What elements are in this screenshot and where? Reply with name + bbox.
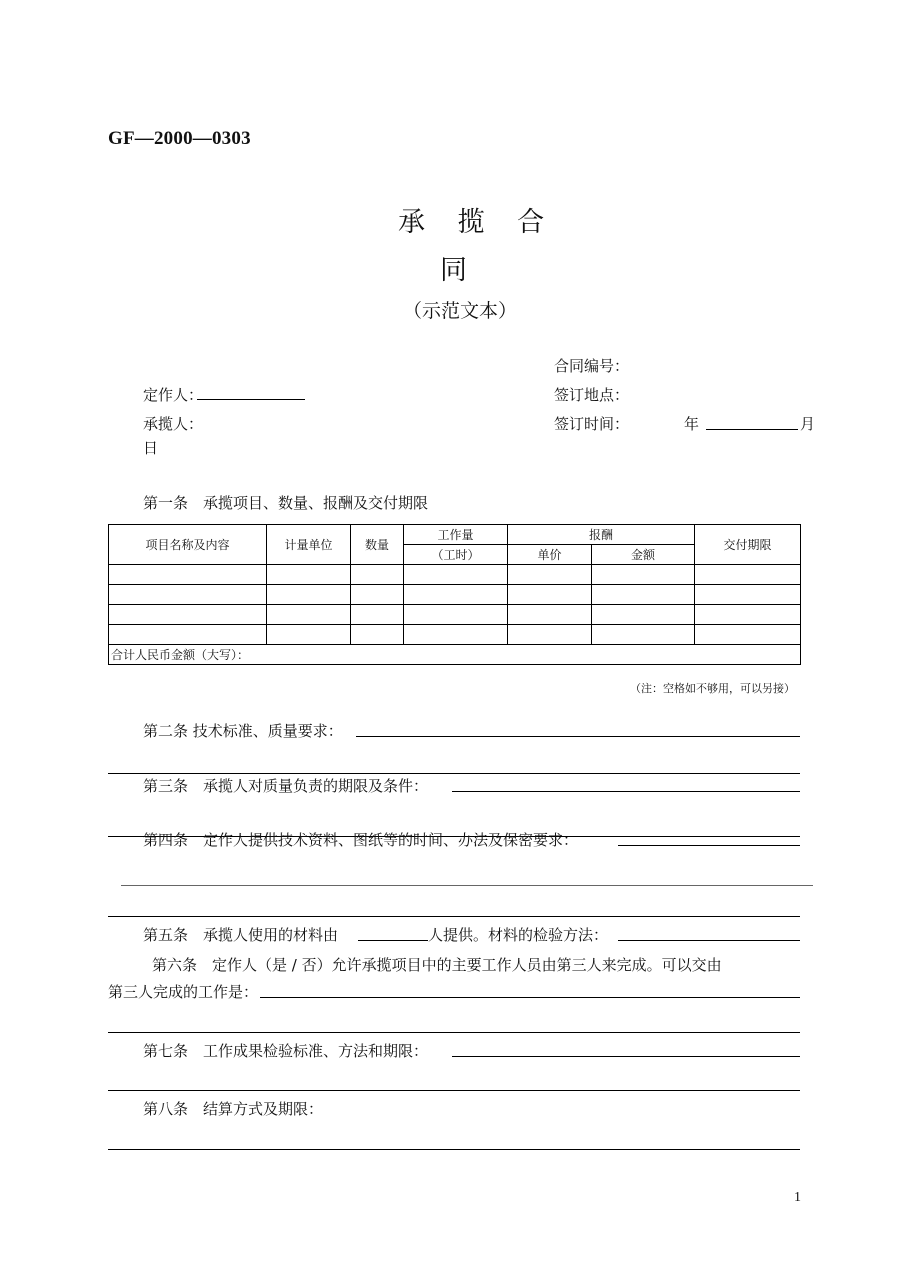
article-4-extra-line-1[interactable] bbox=[121, 885, 813, 886]
table-cell[interactable] bbox=[109, 625, 267, 645]
table-note: （注：空格如不够用，可以另接） bbox=[630, 682, 795, 695]
document-subtitle: （示范文本） bbox=[403, 300, 518, 322]
sign-day-label: 日 bbox=[143, 439, 159, 457]
table-cell[interactable] bbox=[351, 625, 404, 645]
table-cell[interactable] bbox=[695, 605, 801, 625]
orderer-field[interactable] bbox=[197, 399, 305, 400]
article-5-part2: 人提供。材料的检验方法： bbox=[428, 926, 609, 944]
table-cell[interactable] bbox=[267, 565, 351, 585]
article-2: 第二条 技术标准、质量要求： bbox=[143, 722, 343, 740]
table-cell[interactable] bbox=[508, 585, 592, 605]
article-8: 第八条 结算方式及期限： bbox=[143, 1100, 324, 1118]
table-cell[interactable] bbox=[404, 585, 508, 605]
sign-month-field[interactable] bbox=[706, 429, 798, 430]
table-cell[interactable] bbox=[109, 585, 267, 605]
article-6-field[interactable] bbox=[260, 997, 800, 998]
table-cell[interactable] bbox=[109, 565, 267, 585]
sign-place-label: 签订地点： bbox=[554, 386, 630, 404]
table-cell[interactable] bbox=[508, 605, 592, 625]
article-2-field[interactable] bbox=[356, 736, 800, 737]
sign-year-label: 年 bbox=[684, 415, 700, 433]
table-cell[interactable] bbox=[592, 605, 695, 625]
table-cell[interactable] bbox=[404, 605, 508, 625]
article-6-extra-line[interactable] bbox=[108, 1032, 800, 1033]
table-row bbox=[109, 625, 801, 645]
article-4-extra-line-2[interactable] bbox=[108, 916, 800, 917]
table-row bbox=[109, 605, 801, 625]
article-5-field[interactable] bbox=[618, 940, 800, 941]
document-code: GF—2000—0303 bbox=[108, 128, 251, 149]
col-workload-unit-header: （工时） bbox=[404, 545, 508, 565]
document-title-line2: 同 bbox=[440, 255, 467, 286]
contract-number-label: 合同编号： bbox=[554, 357, 630, 375]
article-4-field[interactable] bbox=[618, 845, 800, 846]
col-price-header: 单价 bbox=[508, 545, 592, 565]
table-cell[interactable] bbox=[351, 605, 404, 625]
table-row bbox=[109, 585, 801, 605]
page-number: 1 bbox=[794, 1190, 801, 1205]
total-amount-label[interactable]: 合计人民币金额（大写）： bbox=[109, 645, 801, 665]
table-cell[interactable] bbox=[267, 625, 351, 645]
article-7-field[interactable] bbox=[452, 1056, 800, 1057]
orderer-label: 定作人： bbox=[143, 386, 204, 404]
table-cell[interactable] bbox=[592, 565, 695, 585]
table-cell[interactable] bbox=[404, 565, 508, 585]
col-workload-header: 工作量 bbox=[404, 525, 508, 545]
items-table bbox=[108, 524, 801, 665]
total-row bbox=[109, 645, 801, 665]
col-deadline-header: 交付期限 bbox=[695, 525, 801, 565]
article-7: 第七条 工作成果检验标准、方法和期限： bbox=[143, 1042, 429, 1060]
article-7-extra-line[interactable] bbox=[108, 1090, 800, 1091]
contractor-label: 承揽人： bbox=[143, 415, 204, 433]
table-cell[interactable] bbox=[695, 585, 801, 605]
article-1: 第一条 承揽项目、数量、报酬及交付期限 bbox=[143, 494, 429, 512]
table-cell[interactable] bbox=[592, 585, 695, 605]
col-qty-header: 数量 bbox=[351, 525, 404, 565]
table-cell[interactable] bbox=[109, 605, 267, 625]
article-5-part1: 第五条 承揽人使用的材料由 bbox=[143, 926, 339, 944]
table-cell[interactable] bbox=[267, 605, 351, 625]
table-cell[interactable] bbox=[695, 625, 801, 645]
article-6-line1: 第六条 定作人（是 / 否）允许承揽项目中的主要工作人员由第三人来完成。可以交由 bbox=[152, 956, 722, 974]
table-cell[interactable] bbox=[267, 585, 351, 605]
article-3: 第三条 承揽人对质量负责的期限及条件： bbox=[143, 777, 429, 795]
col-amount-header: 金额 bbox=[592, 545, 695, 565]
table-cell[interactable] bbox=[351, 585, 404, 605]
table-cell[interactable] bbox=[404, 625, 508, 645]
material-provider-field[interactable] bbox=[358, 940, 428, 941]
document-title-line1: 承 揽 合 bbox=[398, 207, 557, 238]
article-8-field[interactable] bbox=[108, 1149, 800, 1150]
article-6-line2: 第三人完成的工作是： bbox=[108, 983, 259, 1001]
col-pay-header: 报酬 bbox=[508, 525, 695, 545]
article-3-field[interactable] bbox=[452, 791, 800, 792]
table-cell[interactable] bbox=[351, 565, 404, 585]
article-2-extra-line[interactable] bbox=[108, 773, 800, 774]
table-cell[interactable] bbox=[508, 625, 592, 645]
article-4: 第四条 定作人提供技术资料、图纸等的时间、办法及保密要求： bbox=[143, 831, 579, 849]
sign-month-label: 月 bbox=[800, 415, 816, 433]
table-cell[interactable] bbox=[695, 565, 801, 585]
sign-time-label: 签订时间： bbox=[554, 415, 630, 433]
table-row bbox=[109, 565, 801, 585]
col-unit-header: 计量单位 bbox=[267, 525, 351, 565]
col-item-header: 项目名称及内容 bbox=[109, 525, 267, 565]
table-cell[interactable] bbox=[508, 565, 592, 585]
table-cell[interactable] bbox=[592, 625, 695, 645]
